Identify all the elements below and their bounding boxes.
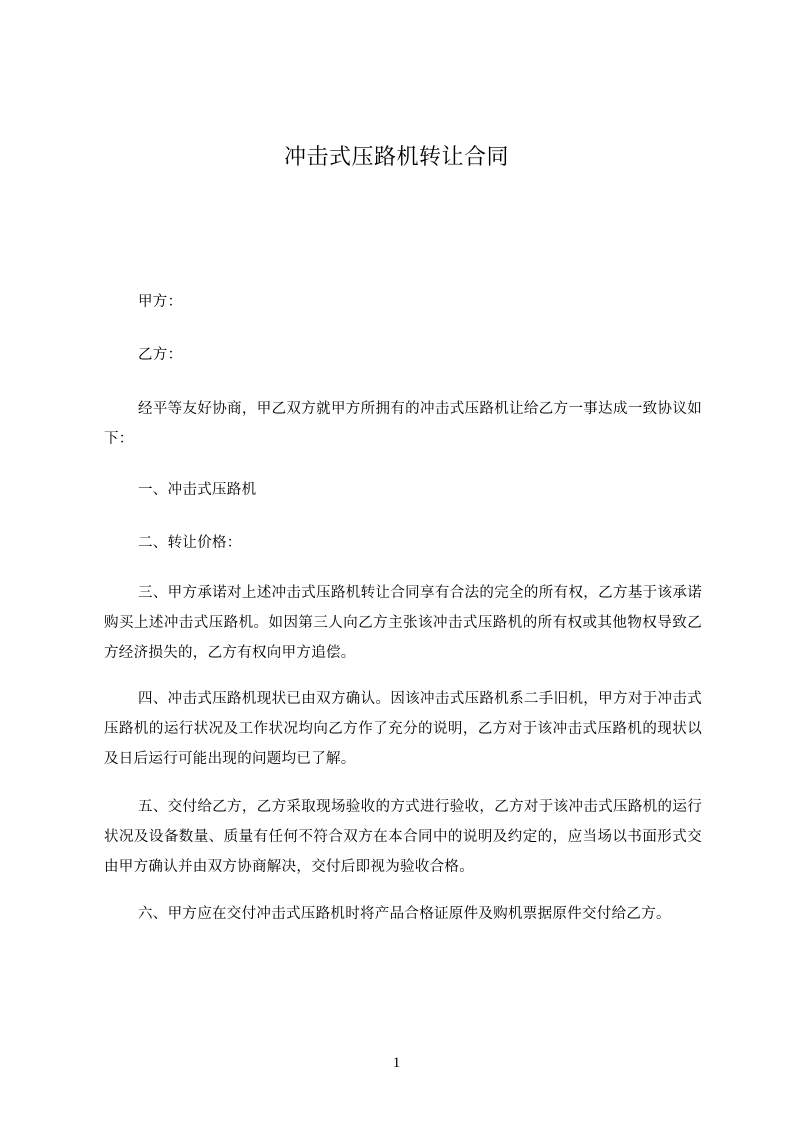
party-b-label: 乙方： [138,347,183,363]
clause-1: 一、冲击式压路机 [138,482,257,498]
party-a-label: 甲方： [138,294,183,310]
intro-paragraph: 经平等友好协商，甲乙双方就甲方所拥有的冲击式压路机让给乙方一事达成一致协议如下： [104,401,702,447]
page-number: 1 [392,1055,401,1071]
clause-6: 六、甲方应在交付冲击式压路机时将产品合格证原件及购机票据原件交付给乙方。 [138,906,671,922]
clause-2: 二、转让价格： [138,535,242,551]
clause-3: 三、甲方承诺对上述冲击式压路机转让合同享有合法的完全的所有权，乙方基于该承诺购买上述冲击式压路机。如因第三人向乙方主张该冲击式压路机的所有权或其他物权导致乙方经济损失的，乙方有权向甲方追偿。 [104,585,702,661]
document-title: 冲击式压路机转让合同 [283,145,509,170]
clause-5: 五、交付给乙方，乙方采取现场验收的方式进行验收，乙方对于该冲击式压路机的运行状况及设备数量、质量有任何不符合双方在本合同中的说明及约定的，应当场以书面形式交由甲方确认并由双方协商解决，交付后即视为验收合格。 [104,799,702,875]
clause-4: 四、冲击式压路机现状已由双方确认。因该冲击式压路机系二手旧机，甲方对于冲击式压路机的运行状况及工作状况均向乙方作了充分的说明，乙方对于该冲击式压路机的现状以及日后运行可能出现的问题均已了解。 [104,691,702,767]
